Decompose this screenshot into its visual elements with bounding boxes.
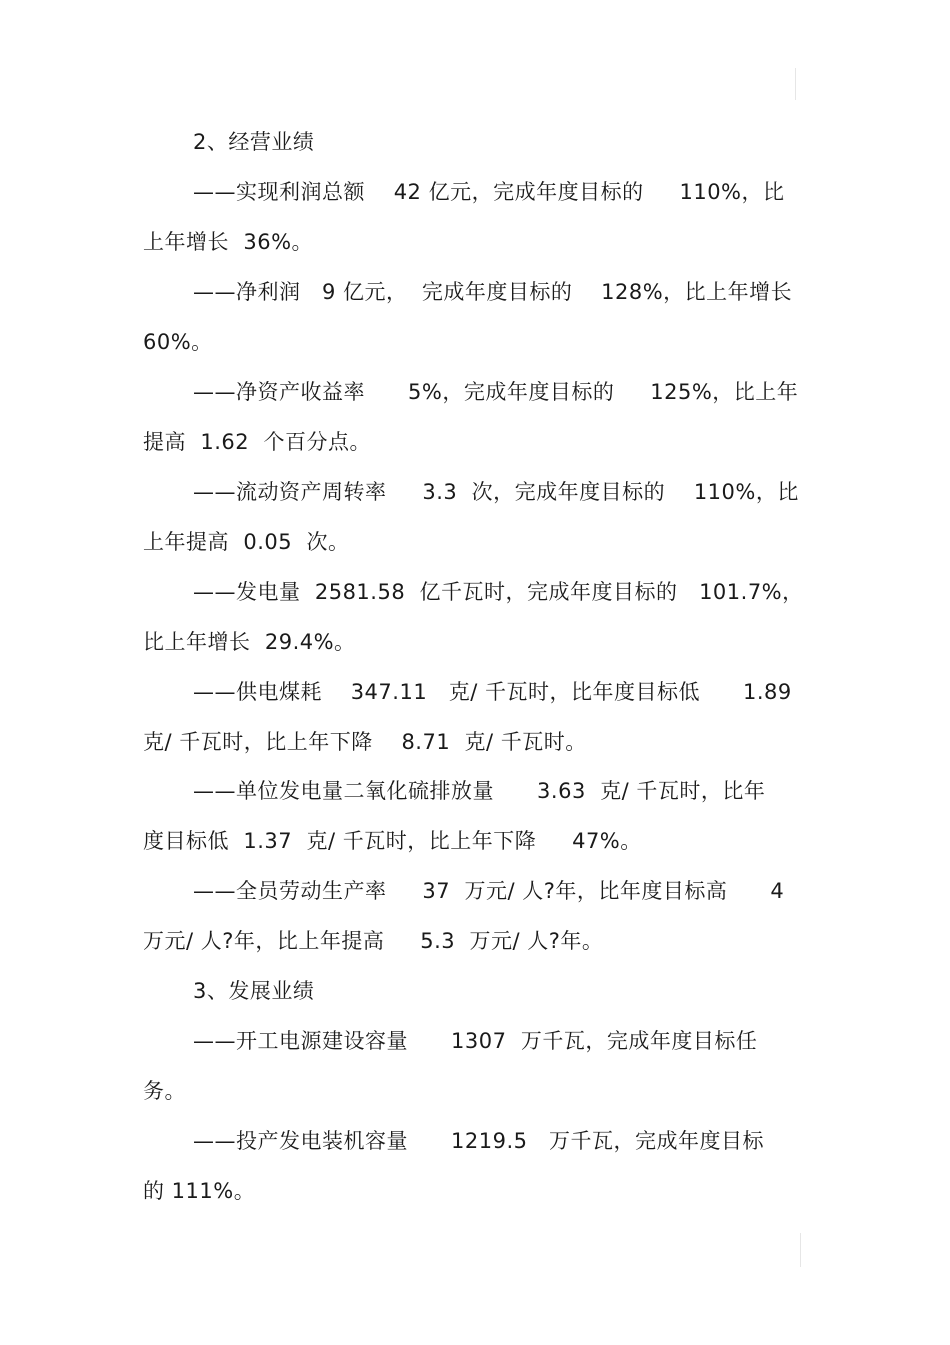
paragraph-line: 上年增长 36%。 bbox=[143, 230, 314, 254]
paragraph-line: 60%。 bbox=[143, 330, 213, 354]
paragraph-line: 上年提高 0.05 次。 bbox=[143, 530, 350, 554]
paragraph-line: ——流动资产周转率 3.3 次，完成年度目标的 110%，比 bbox=[193, 480, 799, 504]
paragraph-line: 比上年增长 29.4%。 bbox=[143, 630, 356, 654]
page-margin-mark bbox=[800, 1233, 801, 1267]
paragraph-line: 务。 bbox=[143, 1079, 186, 1103]
paragraph-line: ——发电量 2581.58 亿千瓦时，完成年度目标的 101.7%， bbox=[193, 580, 804, 604]
paragraph-line: 的 111%。 bbox=[143, 1179, 256, 1203]
paragraph-line: ——实现利润总额 42 亿元，完成年度目标的 110%，比 bbox=[193, 180, 785, 204]
paragraph-line: ——开工电源建设容量 1307 万千瓦，完成年度目标任 bbox=[193, 1029, 758, 1053]
paragraph-line: 万元/ 人?年，比上年提高 5.3 万元/ 人?年。 bbox=[143, 929, 604, 953]
paragraph-line: 克/ 千瓦时，比上年下降 8.71 克/ 千瓦时。 bbox=[143, 730, 587, 754]
paragraph-line: ——净利润 9 亿元， 完成年度目标的 128%，比上年增长 bbox=[193, 280, 793, 304]
paragraph-line: ——全员劳动生产率 37 万元/ 人?年，比年度目标高 4 bbox=[193, 879, 785, 903]
paragraph-line: ——投产发电装机容量 1219.5 万千瓦，完成年度目标 bbox=[193, 1129, 765, 1153]
section-heading: 3、发展业绩 bbox=[193, 979, 315, 1003]
paragraph-line: ——供电煤耗 347.11 克/ 千瓦时，比年度目标低 1.89 bbox=[193, 680, 792, 704]
section-heading: 2、经营业绩 bbox=[193, 130, 315, 154]
page-margin-mark bbox=[795, 68, 796, 100]
paragraph-line: 度目标低 1.37 克/ 千瓦时，比上年下降 47%。 bbox=[143, 829, 642, 853]
paragraph-line: 提高 1.62 个百分点。 bbox=[143, 430, 371, 454]
paragraph-line: ——净资产收益率 5%，完成年度目标的 125%，比上年 bbox=[193, 380, 799, 404]
paragraph-line: ——单位发电量二氧化硫排放量 3.63 克/ 千瓦时，比年 bbox=[193, 779, 766, 803]
